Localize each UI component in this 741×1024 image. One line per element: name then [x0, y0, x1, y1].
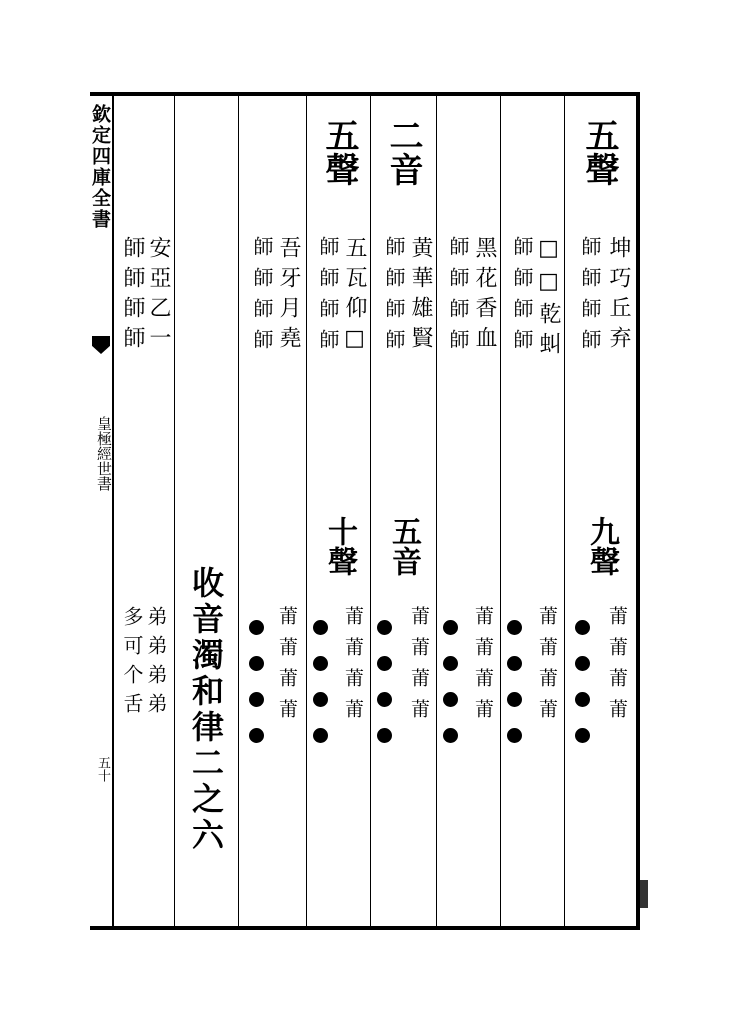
col5-mid-header: 十聲: [322, 516, 357, 576]
col1-dots: [575, 620, 591, 764]
table-column-2: [500, 96, 564, 926]
col5-dots: [313, 620, 329, 764]
col2-lower: 莆莆莆莆: [536, 606, 558, 730]
table-column-4: [370, 96, 436, 926]
col5-header: 五聲: [319, 118, 359, 186]
col1-header: 五聲: [579, 118, 619, 186]
dot: [575, 620, 590, 635]
spine-book-title: 皇極經世書: [95, 416, 113, 491]
table-column-1: [564, 96, 636, 926]
col5-sub: 師師師師: [316, 236, 340, 360]
spine-title: 欽定四庫全書: [89, 104, 111, 230]
col3-chars: 黑花香血: [472, 236, 497, 356]
col3-lower: 莆莆莆莆: [472, 606, 494, 730]
fish-tail-mark-icon: [92, 336, 110, 354]
far-left-lower-a: 弟弟弟弟: [144, 606, 168, 722]
dot: [249, 656, 264, 671]
col6-sub: 師師師師: [250, 236, 274, 360]
dot: [443, 692, 458, 707]
dot: [249, 728, 264, 743]
dot: [313, 728, 328, 743]
col4-lower: 莆莆莆莆: [408, 606, 430, 730]
col2-dots: [507, 620, 523, 764]
table-column-5: [306, 96, 370, 926]
dot: [443, 728, 458, 743]
dot: [313, 692, 328, 707]
dot: [575, 728, 590, 743]
dot: [377, 656, 392, 671]
col6-lower: 莆莆莆莆: [276, 606, 298, 730]
dot: [507, 620, 522, 635]
col1-lower: 莆莆莆莆: [606, 606, 628, 730]
col1-chars: 坤巧丘弃: [606, 236, 631, 356]
col1-mid-header: 九聲: [584, 516, 619, 576]
dot: [313, 656, 328, 671]
dot: [575, 692, 590, 707]
col6-dots: [249, 620, 265, 764]
dot: [507, 656, 522, 671]
col2-chars: □□乾虯: [536, 236, 561, 362]
dot: [575, 656, 590, 671]
col6-chars: 吾牙月堯: [276, 236, 301, 356]
col4-sub: 師師師師: [382, 236, 406, 360]
col1-sub: 師師師師: [578, 236, 602, 360]
col4-header: 二音: [383, 118, 423, 186]
page-edge-mark: [640, 880, 648, 908]
col3-dots: [443, 620, 459, 764]
col4-mid-header: 五音: [386, 516, 421, 576]
far-left-lower-b: 多可个舌: [120, 606, 144, 722]
dot: [313, 620, 328, 635]
dot: [443, 656, 458, 671]
col5-chars: 五瓦仰□: [342, 236, 367, 359]
far-left-chars: 安亞乙一: [146, 236, 171, 356]
spine-page-number: 五十: [95, 756, 110, 782]
col4-dots: [377, 620, 393, 764]
far-left-sub: 師師師師: [120, 236, 145, 356]
title-column: [174, 96, 238, 926]
dot: [377, 728, 392, 743]
dot: [377, 692, 392, 707]
title-column-text: 收音濁和律二之六: [187, 566, 225, 854]
dot: [443, 620, 458, 635]
col5-lower: 莆莆莆莆: [342, 606, 364, 730]
col4-chars: 黄華雄賢: [408, 236, 433, 356]
dot: [507, 692, 522, 707]
dot: [507, 728, 522, 743]
col3-sub: 師師師師: [446, 236, 470, 360]
dot: [377, 620, 392, 635]
dot: [249, 692, 264, 707]
dot: [249, 620, 264, 635]
far-left-column: [112, 96, 174, 926]
table-column-3: [436, 96, 500, 926]
col2-sub: 師師師師: [510, 236, 534, 360]
table-column-6: [238, 96, 306, 926]
spine-margin: [90, 96, 114, 926]
page-frame: [90, 92, 640, 930]
